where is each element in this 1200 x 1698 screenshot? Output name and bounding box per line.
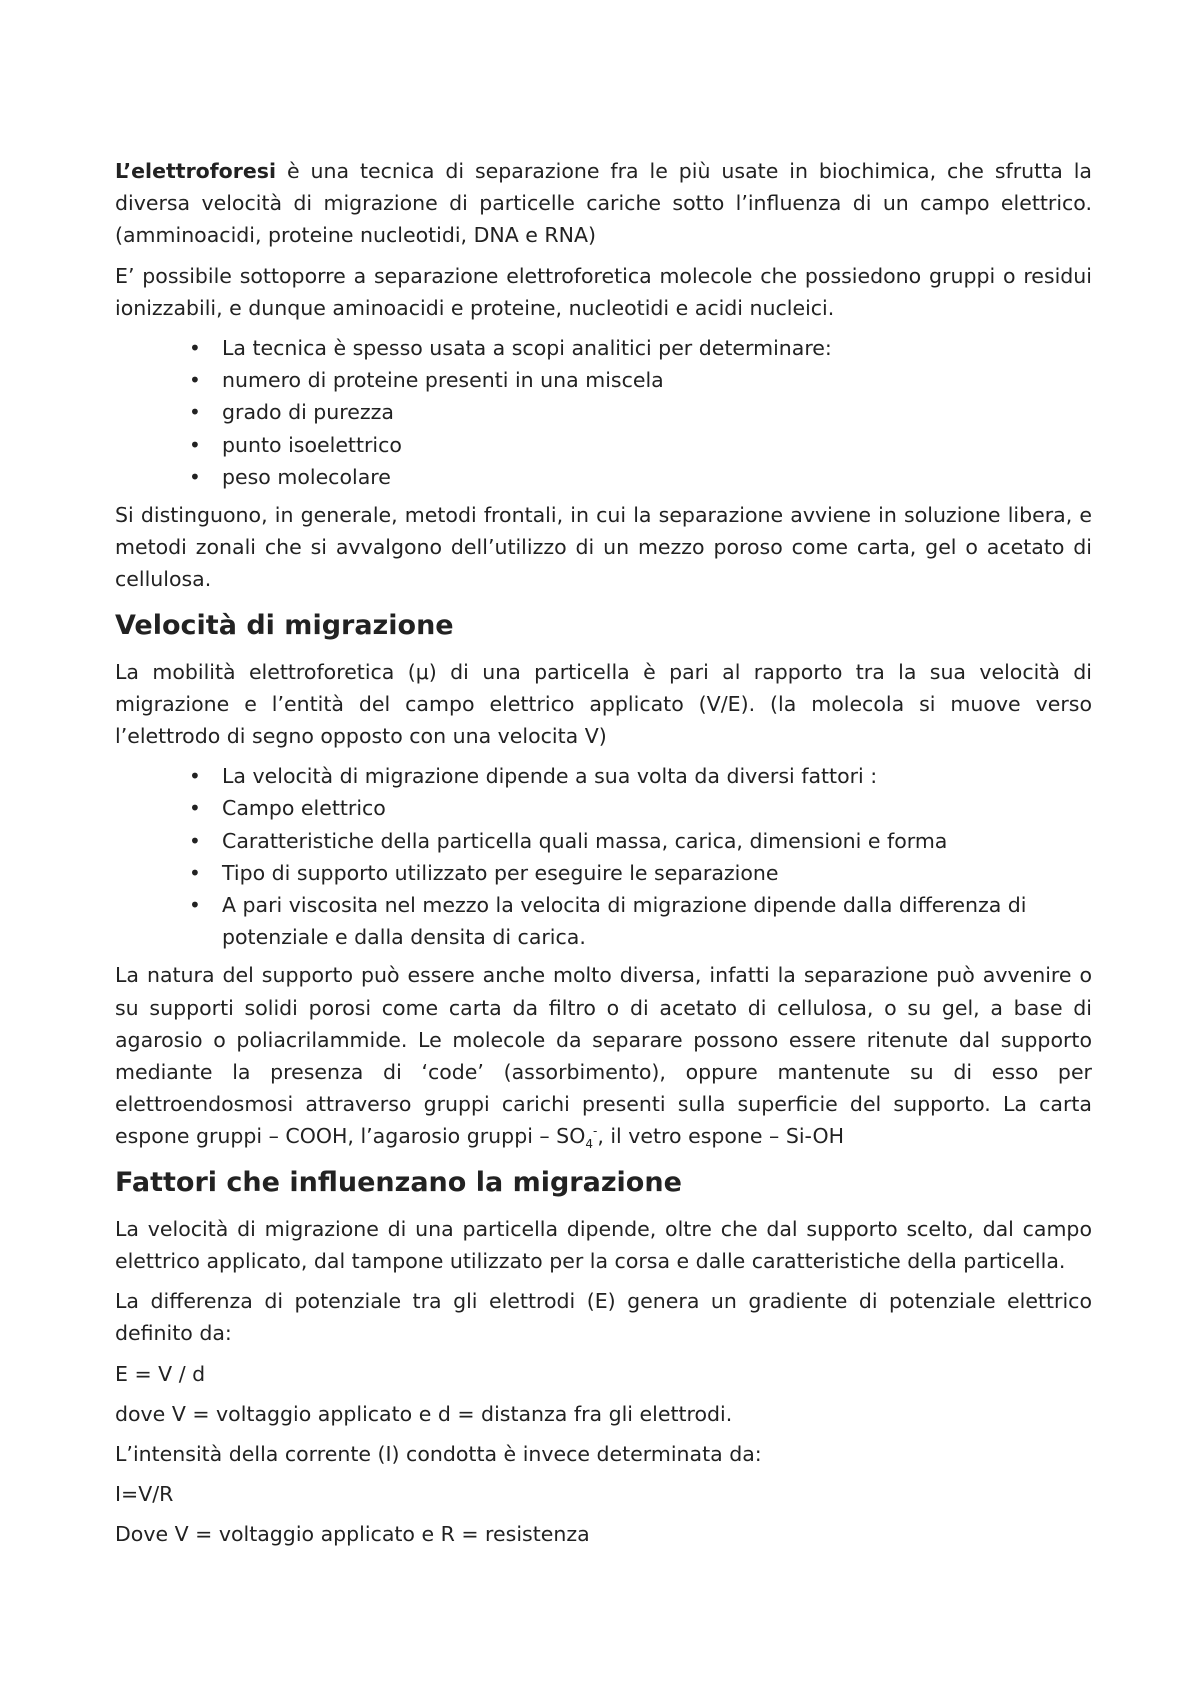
list-item-text: Campo elettrico bbox=[222, 796, 386, 821]
intro-paragraph-3: Si distinguono, in generale, metodi frontali, in cui la separazione avviene in soluzione libera, e metodi zonali che si avvalgono dell’utilizzo di un mezzo poroso come carta, gel o acetato di cellulosa. bbox=[115, 503, 1092, 592]
intro-term: L’elettroforesi bbox=[115, 159, 277, 183]
intro-bullet-list bbox=[115, 332, 1092, 493]
section2-paragraph-2: La differenza di potenziale tra gli elettrodi (E) genera un gradiente di potenziale elettrico definito da: bbox=[115, 1289, 1092, 1346]
bullet-icon: • bbox=[189, 432, 201, 457]
formula-field-gradient: E = V / d bbox=[115, 1361, 206, 1386]
intro-paragraph-1 bbox=[115, 155, 1092, 252]
section1-paragraph-1: La mobilità elettroforetica (μ) di una particella è pari al rapporto tra la sua velocità di migrazione e l’entità del campo elettrico applicato (V/E). (la molecola si muove verso l’elettrodo di segno opposto con una velocita V) bbox=[115, 659, 1092, 749]
list-item bbox=[189, 825, 1092, 857]
list-item bbox=[189, 889, 1092, 953]
section1-paragraph-2-text: La natura del supporto può essere anche molto diversa, infatti la separazione può avvenire o su supporti solidi porosi come carta da filtro o di acetato di cellulosa, o su gel, a base di agarosio o poliacrilammide. Le molecole da separare possono essere ritenute dal supporto mediante la presenza di ‘code’ (assorbimento), oppure mantenute su di esso per elettroendosmosi attraverso gruppi carichi presenti sulla superficie del supporto. La carta espone gruppi – COOH, l’agarosio gruppi – SO bbox=[115, 963, 1092, 1149]
bullet-icon: • bbox=[189, 336, 201, 361]
bullet-icon: • bbox=[189, 764, 201, 789]
list-item bbox=[189, 396, 1092, 428]
document-page bbox=[115, 155, 1092, 1559]
list-item-text: La tecnica è spesso usata a scopi analitici per determinare: bbox=[222, 336, 832, 361]
section1-paragraph-2 bbox=[115, 959, 1092, 1152]
list-item bbox=[189, 429, 1092, 461]
section2-paragraph-1: La velocità di migrazione di una particella dipende, oltre che dal supporto scelto, dal campo elettrico applicato, dal tampone utilizzato per la corsa e dalle caratteristiche della particella. bbox=[115, 1216, 1092, 1273]
list-item bbox=[189, 364, 1092, 396]
section2-paragraph-3: dove V = voltaggio applicato e d = distanza fra gli elettrodi. bbox=[115, 1401, 733, 1426]
section-heading-velocita: Velocità di migrazione bbox=[115, 609, 454, 641]
bullet-icon: • bbox=[189, 860, 201, 885]
list-item-text: Tipo di supporto utilizzato per eseguire le separazione bbox=[222, 860, 779, 885]
section2-paragraph-4: L’intensità della corrente (I) condotta è invece determinata da: bbox=[115, 1441, 762, 1466]
bullet-icon: • bbox=[189, 464, 201, 489]
list-item bbox=[189, 760, 1092, 792]
list-item-text: Caratteristiche della particella quali massa, carica, dimensioni e forma bbox=[222, 828, 948, 853]
intro-paragraph-1-text: è una tecnica di separazione fra le più usate in biochimica, che sfrutta la diversa velocità di migrazione di particelle cariche sotto l’influenza di un campo elettrico. (amminoacidi, proteine nucleotidi, DNA e RNA) bbox=[115, 159, 1092, 248]
section1-paragraph-2-end: , il vetro espone – Si-OH bbox=[597, 1124, 845, 1149]
bullet-icon: • bbox=[189, 400, 201, 425]
section1-bullet-list bbox=[115, 760, 1092, 953]
list-item-text: La velocità di migrazione dipende a sua volta da diversi fattori : bbox=[222, 764, 878, 789]
list-item-text: punto isoelettrico bbox=[222, 432, 402, 457]
superscript: - bbox=[592, 1124, 598, 1139]
list-item bbox=[189, 792, 1092, 824]
bullet-icon: • bbox=[189, 828, 201, 853]
bullet-icon: • bbox=[189, 893, 201, 918]
list-item bbox=[189, 461, 1092, 493]
list-item-text: A pari viscosita nel mezzo la velocita di migrazione dipende dalla differenza di potenziale e dalla densita di carica. bbox=[222, 893, 1027, 950]
section2-paragraph-5: Dove V = voltaggio applicato e R = resistenza bbox=[115, 1522, 590, 1547]
intro-paragraph-2: E’ possibile sottoporre a separazione elettroforetica molecole che possiedono gruppi o residui ionizzabili, e dunque aminoacidi e proteine, nucleotidi e acidi nucleici. bbox=[115, 263, 1092, 320]
bullet-icon: • bbox=[189, 796, 201, 821]
list-item-text: peso molecolare bbox=[222, 464, 391, 489]
subscript: 4 bbox=[585, 1137, 593, 1152]
list-item-text: numero di proteine presenti in una miscela bbox=[222, 368, 664, 393]
bullet-icon: • bbox=[189, 368, 201, 393]
formula-current: I=V/R bbox=[115, 1482, 174, 1507]
section-heading-fattori: Fattori che influenzano la migrazione bbox=[115, 1166, 682, 1198]
list-item bbox=[189, 332, 1092, 364]
list-item-text: grado di purezza bbox=[222, 400, 394, 425]
list-item bbox=[189, 857, 1092, 889]
